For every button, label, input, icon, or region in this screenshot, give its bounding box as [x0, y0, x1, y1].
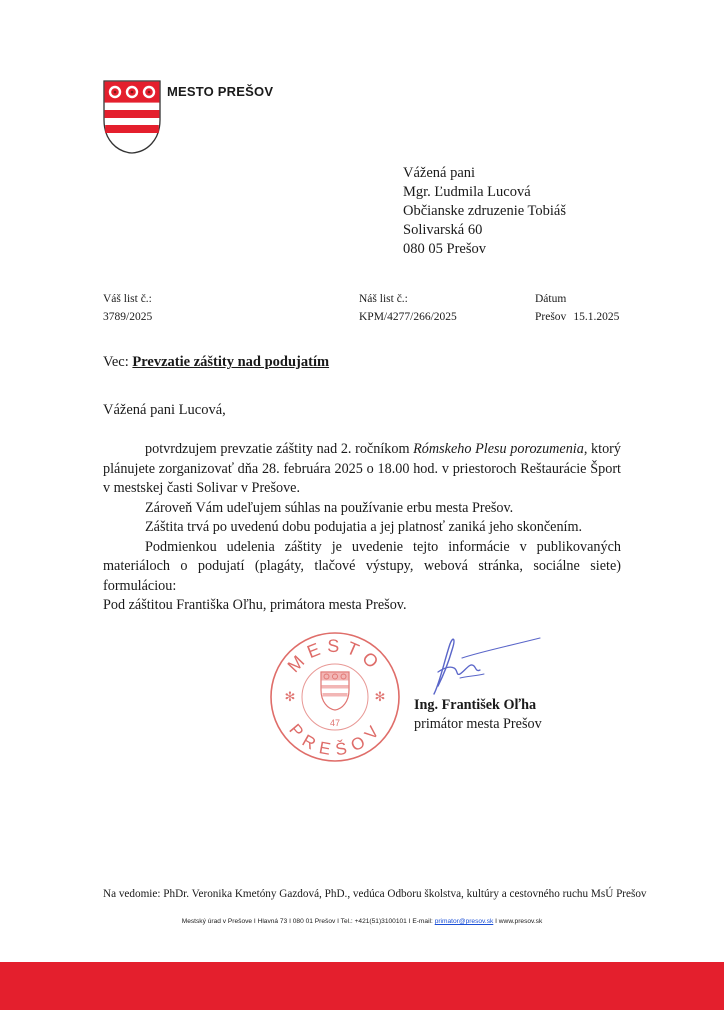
- letter-body: [103, 440, 621, 616]
- signatory-name: Ing. František Oľha: [414, 697, 537, 713]
- recipient-line: Solivarská 60: [403, 222, 483, 238]
- subject-label: Vec:: [103, 354, 129, 370]
- our-letter-value: KPM/4277/266/2025: [359, 311, 457, 323]
- date-place: Prešov: [535, 311, 567, 323]
- event-name: Rómskeho Plesu porozumenia: [413, 441, 584, 457]
- date-label: Dátum: [535, 293, 567, 305]
- stamp-top-text: MESTO: [283, 635, 387, 677]
- recipient-line: Vážená pani: [403, 165, 476, 181]
- letter-date: [535, 290, 619, 326]
- svg-text:✻: ✻: [374, 689, 386, 704]
- body-paragraph-1: potvrdzujem prevzatie záštity nad 2. ročníkom Rómskeho Plesu porozumenia, ktorý: [145, 441, 621, 457]
- body-paragraph-1-line-2: plánujete zorganizovať dňa 28. februára 2025 o 18.00 hod. v priestoroch Reštaurácie Šport: [103, 460, 621, 477]
- date-value: 15.1.2025: [573, 311, 620, 323]
- your-letter-value: 3789/2025: [103, 311, 153, 323]
- subject-text: Prevzatie záštity nad podujatím: [132, 354, 330, 370]
- signatory-block: [414, 696, 542, 734]
- body-paragraph-4: Podmienkou udelenia záštity je uvedenie tejto informácie v publikovaných: [145, 538, 621, 555]
- svg-text:MESTO: [284, 636, 387, 677]
- signatory-title: primátor mesta Prešov: [414, 716, 542, 732]
- body-paragraph-1-line-3: v mestskej časti Solivar v Prešove.: [103, 480, 301, 496]
- carbon-copy-note: Na vedomie: PhDr. Veronika Kmetóny Gazdová, PhD., vedúca Odboru školstva, kultúry a cestovného ruchu MsÚ Prešov: [103, 888, 647, 900]
- stamp-number: 47: [329, 718, 341, 728]
- recipient-line: Občianske zdruzenie Tobiáš: [403, 203, 566, 219]
- salutation: Vážená pani Lucová,: [103, 402, 226, 418]
- body-paragraph-3: Záštita trvá po uvedenú dobu podujatia a jej platnosť zaniká jeho skončením.: [145, 519, 583, 535]
- recipient-line: 080 05 Prešov: [403, 241, 486, 257]
- city-coat-of-arms-icon: [103, 80, 161, 154]
- svg-text:✻: ✻: [284, 689, 296, 704]
- footer-contact-suffix: I www.presov.sk: [493, 918, 543, 925]
- body-paragraph-4-line-3: Pod záštitou Františka Oľhu, primátora mesta Prešov.: [103, 597, 407, 613]
- footer-contact-line: [0, 918, 724, 925]
- our-letter-reference: [359, 290, 457, 326]
- subject-line: [103, 354, 329, 371]
- footer-red-band: [0, 962, 724, 1010]
- official-stamp-icon: [268, 630, 402, 764]
- footer-contact-prefix: Mestský úrad v Prešove I Hlavná 73 I 080 01 Prešov I Tel.: +421(51)3100101 I E-mail:: [181, 918, 435, 925]
- your-letter-label: Váš list č.:: [103, 293, 152, 305]
- your-letter-reference: [103, 290, 152, 326]
- organization-name: MESTO PREŠOV: [167, 84, 274, 99]
- body-paragraph-4-line-2: materiáloch o podujatí (plagáty, tlačové výstupy, webová stránka, sociálne siete) formuláciou:: [103, 558, 621, 594]
- recipient-address: [403, 164, 566, 259]
- footer-email-link[interactable]: primator@presov.sk: [434, 918, 494, 925]
- recipient-line: Mgr. Ľudmila Lucová: [403, 184, 531, 200]
- stamp-bottom-text: PREŠOV: [285, 720, 385, 760]
- body-paragraph-2: Zároveň Vám udeľujem súhlas na používanie erbu mesta Prešov.: [145, 499, 514, 516]
- our-letter-label: Náš list č.:: [359, 293, 408, 305]
- handwritten-signature-icon: [420, 632, 550, 698]
